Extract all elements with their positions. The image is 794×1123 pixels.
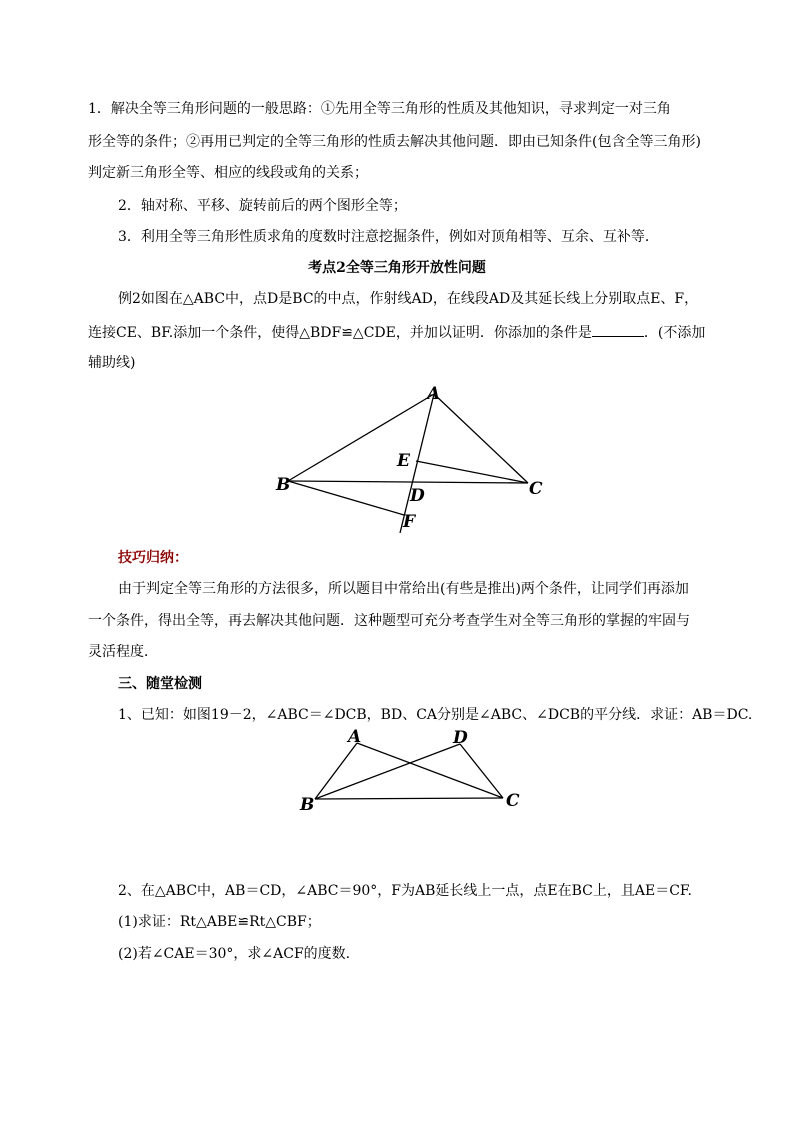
tips-line-3: 灵活程度． bbox=[88, 644, 158, 660]
answer-blank bbox=[592, 323, 644, 337]
tips-line-1: 由于判定全等三角形的方法很多，所以题目中常给出(有些是推出)两个条件，让同学们再添加 bbox=[118, 581, 689, 597]
example-line-2-tail: ．(不添加 bbox=[643, 325, 706, 341]
label-A: A bbox=[427, 384, 441, 404]
label-D: D bbox=[410, 486, 425, 506]
tips-heading: 技巧归纳： bbox=[118, 550, 188, 566]
label-C2: C bbox=[506, 791, 520, 811]
summary-line-3: 判定新三角形全等、相应的线段或角的关系； bbox=[88, 165, 368, 181]
question-1: 1、已知：如图19－2，∠ABC＝∠DCB，BD、CA分别是∠ABC、∠DCB的平分线．求证：AB＝DC. bbox=[118, 707, 753, 723]
example-line-2 bbox=[88, 323, 705, 342]
tips-line-2: 一个条件，得出全等，再去解决其他问题．这种题型可充分考查学生对全等三角形的掌握的牢固与 bbox=[88, 613, 690, 629]
label-F: F bbox=[403, 512, 416, 532]
label-B2: B bbox=[300, 795, 315, 815]
figure-19-2 bbox=[290, 725, 530, 820]
triangle-figure-1 bbox=[270, 375, 560, 545]
label-C: C bbox=[529, 479, 543, 499]
section3-heading: 三、随堂检测 bbox=[118, 676, 202, 692]
label-B: B bbox=[276, 475, 291, 495]
question-2-part-2: (2)若∠CAE＝30°，求∠ACF的度数. bbox=[118, 946, 351, 962]
summary-line-4: 2．轴对称、平移、旋转前后的两个图形全等； bbox=[118, 198, 407, 214]
label-D2: D bbox=[453, 728, 468, 748]
section-title: 考点2全等三角形开放性问题 bbox=[308, 260, 486, 276]
summary-line-2: 形全等的条件；②再用已判定的全等三角形的性质去解决其他问题．即由已知条件(包含全等三角形) bbox=[88, 134, 701, 150]
label-A2: A bbox=[348, 727, 362, 747]
label-E: E bbox=[397, 451, 410, 471]
example-line-1: 例2如图在△ABC中，点D是BC的中点，作射线AD，在线段AD及其延长线上分别取点E、F， bbox=[118, 291, 699, 307]
question-2: 2、在△ABC中，AB＝CD，∠ABC＝90°，F为AB延长线上一点，点E在BC上，且AE＝CF. bbox=[118, 883, 692, 899]
example-line-2-text: 连接CE、BF.添加一个条件，使得△BDF≌△CDE，并加以证明．你添加的条件是 bbox=[88, 325, 592, 341]
question-2-part-1: (1)求证：Rt△ABE≌Rt△CBF； bbox=[118, 914, 321, 930]
summary-line-5: 3．利用全等三角形性质求角的度数时注意挖掘条件，例如对顶角相等、互余、互补等． bbox=[118, 229, 659, 245]
summary-line-1: 1．解决全等三角形问题的一般思路：①先用全等三角形的性质及其他知识，寻求判定一对三角 bbox=[88, 101, 671, 117]
example-line-3: 辅助线) bbox=[88, 355, 136, 371]
